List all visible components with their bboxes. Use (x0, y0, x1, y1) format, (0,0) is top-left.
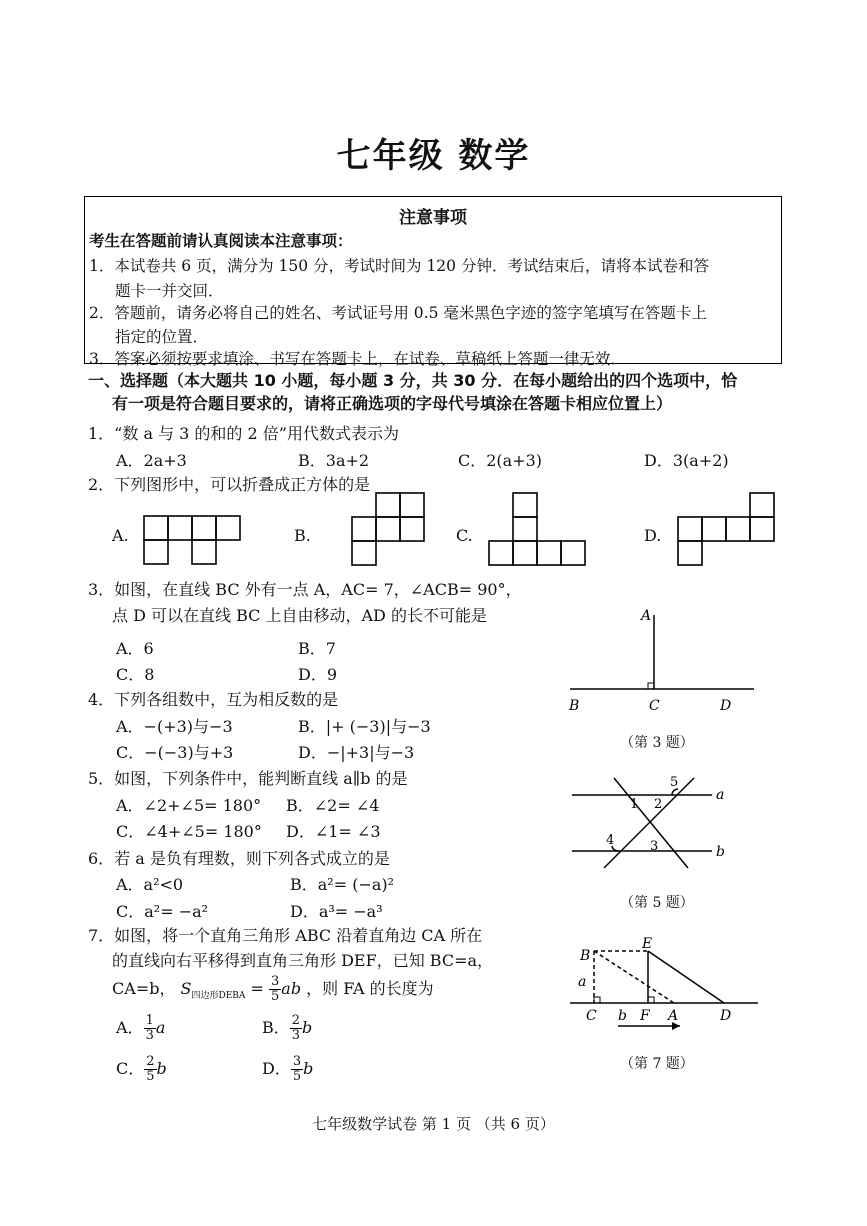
q1-option-d: D．3(a+2) (644, 451, 729, 470)
figure-5 (566, 770, 766, 870)
fig3-label-b: B (569, 698, 580, 714)
q3-option-c: C．8 (116, 665, 155, 684)
page-title: 七年级 数学 (336, 136, 531, 176)
q2-label-b: B. (294, 526, 311, 545)
q7-option-c: C． $\frac{2}{5}$ b (116, 1054, 167, 1084)
q7-option-b: B． $\frac{2}{3}$ b (262, 1013, 313, 1043)
fig7-label-b: B (580, 948, 591, 964)
figure-7 (560, 930, 765, 1040)
fig5-caption: （第 5 题） (620, 895, 694, 911)
q7-area-subscript: 四边形DEBA (191, 991, 246, 1002)
net-a (144, 516, 240, 564)
q6-option-b: B．a²= (−a)² (290, 875, 395, 894)
q4-option-c: C．−(−3)与+3 (116, 743, 234, 762)
fig7-label-a: A (668, 1008, 679, 1024)
q1-option-c: C．2(a+3) (458, 451, 543, 470)
q1-stem: 1．“数 a 与 3 的和的 2 倍”用代数式表示为 (88, 424, 399, 443)
section-heading-line1: 一、选择题（本大题共 10 小题，每小题 3 分，共 30 分．在每小题给出的四个选项中，恰 (88, 371, 738, 390)
fig7-caption: （第 7 题） (620, 1056, 694, 1072)
fig7-label-f: F (640, 1008, 650, 1024)
q2-stem: 2．下列图形中，可以折叠成正方体的是 (88, 475, 371, 494)
q7-stem-3a: CA=b， (112, 979, 176, 998)
fig5-label-1: 1 (630, 797, 639, 812)
fig3-label-c: C (649, 698, 660, 714)
q2-label-d: D. (644, 526, 662, 545)
q5-stem: 5．如图，下列条件中，能判断直线 a∥b 的是 (88, 769, 408, 788)
q5-option-b: B．∠2= ∠4 (286, 796, 380, 815)
net-d (678, 493, 774, 565)
q7-option-a: A． $\frac{1}{3}$ a (116, 1013, 166, 1043)
notice-item-2: 2．答题前，请务必将自己的姓名、考试证号用 0.5 毫米黑色字迹的签字笔填写在答题卡上 (89, 304, 707, 322)
q6-stem: 6．若 a 是负有理数，则下列各式成立的是 (88, 849, 390, 868)
q3-option-b: B．7 (298, 639, 336, 658)
q6-option-c: C．a²= −a² (116, 902, 209, 921)
notice-intro: 考生在答题前请认真阅读本注意事项： (89, 232, 353, 250)
section-heading-line2: 有一项是符合题目要求的，请将正确选项的字母代号填涂在答题卡相应位置上） (112, 394, 673, 413)
notice-item-2-cont: 指定的位置． (115, 328, 209, 346)
q1-option-b: B．3a+2 (298, 451, 370, 470)
net-b (352, 493, 424, 565)
fig5-label-a: a (716, 787, 725, 803)
q2-label-c: C. (456, 526, 473, 545)
notice-item-1-cont: 题卡一并交回． (115, 282, 224, 300)
fig7-label-e: E (642, 936, 653, 952)
fig7-label-d: D (720, 1008, 732, 1024)
notice-item-3: 3．答案必须按要求填涂、书写在答题卡上，在试卷、草稿纸上答题一律无效． (89, 350, 626, 368)
q4-option-b: B．|+ (−3)|与−3 (298, 717, 431, 736)
fig5-label-3: 3 (650, 839, 659, 854)
q5-option-a: A．∠2+∠5= 180° (116, 796, 262, 815)
page-footer: 七年级数学试卷 第 1 页 （共 6 页） (312, 1115, 555, 1133)
q7-stem-3b: ，则 FA 的长度为 (306, 979, 434, 998)
q4-option-d: D．−|+3|与−3 (298, 743, 415, 762)
fig7-label-a-side: a (578, 974, 587, 990)
q5-option-d: D．∠1= ∠3 (286, 822, 381, 841)
fig7-label-b-shift: b (618, 1008, 627, 1024)
q7-stem-2: 的直线向右平移得到直角三角形 DEF，已知 BC=a， (112, 951, 494, 970)
q6-option-a: A．a²<0 (116, 875, 184, 894)
q2-label-a: A. (112, 526, 129, 545)
q6-option-d: D．a³= −a³ (290, 902, 383, 921)
q3-option-d: D．9 (298, 665, 338, 684)
q7-option-d: D． $\frac{3}{5}$ b (262, 1054, 314, 1084)
fig5-label-2: 2 (654, 797, 663, 812)
fig3-label-d: D (720, 698, 732, 714)
fig5-label-5: 5 (670, 775, 679, 790)
fig5-label-b: b (716, 844, 725, 860)
fig3-label-a: A (641, 608, 652, 624)
fig3-caption: （第 3 题） (620, 735, 694, 751)
fig7-label-c: C (586, 1008, 597, 1024)
fig5-label-4: 4 (606, 833, 615, 848)
q4-stem: 4．下列各组数中，互为相反数的是 (88, 690, 339, 709)
notice-item-1: 1．本试卷共 6 页，满分为 150 分，考试时间为 120 分钟．考试结束后，请将本试卷和答 (89, 257, 709, 275)
q3-stem-1: 3．如图，在直线 BC 外有一点 A，AC= 7，∠ACB= 90°， (88, 580, 522, 599)
q1-option-a: A．2a+3 (116, 451, 187, 470)
net-c (489, 493, 585, 565)
notice-heading: 注意事项 (399, 208, 467, 228)
q5-option-c: C．∠4+∠5= 180° (116, 822, 262, 841)
q7-stem-1: 7．如图，将一个直角三角形 ABC 沿着直角边 CA 所在 (88, 926, 483, 945)
q3-option-a: A．6 (116, 639, 154, 658)
q7-stem-3: CA=b， $S_{四边形DEBA}$ = $\frac{3}{5}$ ab ，则 FA 的长度为 (112, 974, 434, 1004)
q4-option-a: A．−(+3)与−3 (116, 717, 233, 736)
q3-stem-2: 点 D 可以在直线 BC 上自由移动，AD 的长不可能是 (112, 606, 487, 625)
